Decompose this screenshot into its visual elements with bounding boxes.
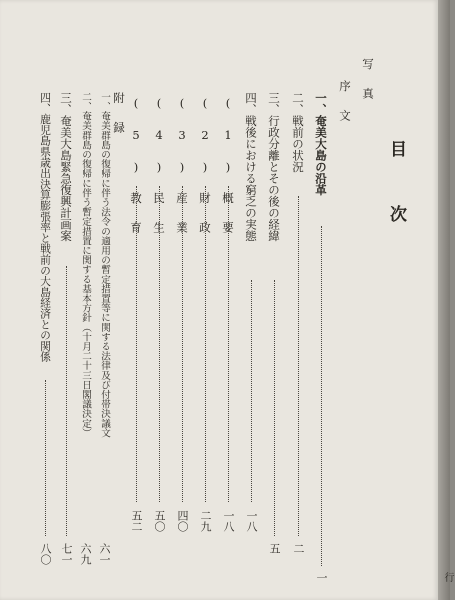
- toc-page-number: 八〇: [39, 543, 52, 565]
- toc-entry-2: 二、戦前の状況: [291, 92, 305, 173]
- toc-subentry-2: (2)財政: [198, 96, 212, 251]
- toc-subentry-4: (4)民生: [152, 96, 166, 251]
- toc-page-number: 二九: [199, 510, 212, 532]
- toc-leader-dots: [136, 186, 137, 502]
- toc-leader-dots: [182, 186, 183, 502]
- page-title: 目次: [386, 140, 406, 270]
- toc-page-number: 二: [292, 543, 305, 554]
- toc-subentry-1: (1)概要: [221, 96, 235, 251]
- toc-page-number: 四〇: [176, 510, 189, 532]
- toc-entry-3: 三、行政分離とその後の経緯: [267, 92, 281, 242]
- toc-leader-dots: [251, 280, 252, 502]
- toc-entry-preface: 序文: [338, 80, 352, 139]
- toc-appendix-3: 三、奄美大島緊急復興計画案: [59, 92, 73, 242]
- toc-page-number: 一八: [222, 510, 235, 532]
- toc-subentry-3: (3)産業: [175, 96, 189, 251]
- toc-appendix-1: 一、奄美群島の復帰に伴う法令の適用の暫定措置等に関する法律及び付帯決議文: [99, 92, 110, 438]
- toc-leader-dots: [159, 186, 160, 502]
- toc-entry-1: 一、奄美大島の沿革: [314, 92, 328, 196]
- toc-page-number: 六一: [98, 543, 111, 565]
- toc-entry-photos: 写真: [361, 58, 375, 117]
- toc-leader-dots: [228, 186, 229, 502]
- toc-page-number: 六九: [79, 543, 92, 565]
- toc-page-number: 一: [315, 572, 328, 583]
- toc-leader-dots: [45, 380, 46, 536]
- toc-entry-4: 四、戦後における窮乏の実態: [244, 92, 258, 242]
- toc-page-number: 五〇: [153, 510, 166, 532]
- toc-appendix-2: 二、奄美群島の復帰に伴う暫定措置に関する基本方針（十月二十三日閣議決定）: [80, 92, 91, 438]
- toc-page-number: 五: [268, 543, 281, 554]
- toc-leader-dots: [298, 196, 299, 536]
- toc-appendix-4: 四、鹿児島県歳出決算膨張率と戦前の大島経済との関係: [39, 92, 52, 362]
- toc-leader-dots: [66, 266, 67, 536]
- toc-leader-dots: [274, 280, 275, 536]
- next-page-edge-text: 行: [442, 572, 453, 582]
- toc-entry-appendix: 附録: [112, 92, 126, 151]
- toc-subentry-5: (5)教育: [129, 96, 143, 251]
- toc-leader-dots: [321, 226, 322, 566]
- toc-leader-dots: [205, 186, 206, 502]
- toc-page-number: 五二: [130, 510, 143, 532]
- toc-page-number: 一八: [245, 510, 258, 532]
- book-spine-edge: [438, 0, 450, 600]
- toc-page-number: 七一: [60, 543, 73, 565]
